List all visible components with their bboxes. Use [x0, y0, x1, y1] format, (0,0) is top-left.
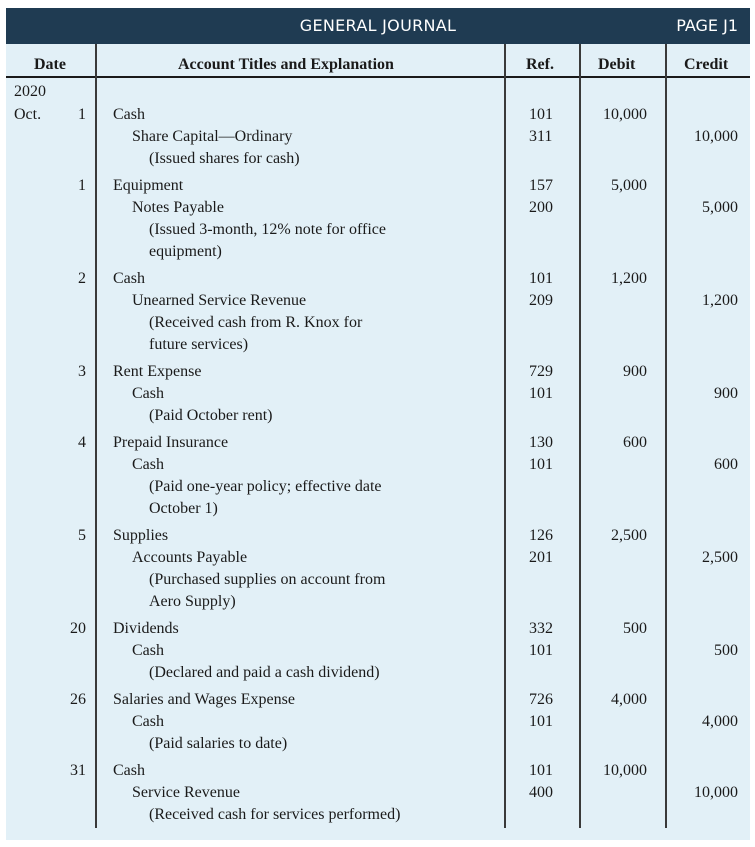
entry-explanation: (Declared and paid a cash dividend)	[149, 664, 380, 681]
debit-amount: 500	[623, 620, 647, 637]
ref-number: 130	[529, 434, 553, 451]
credit-amount: 1,200	[702, 292, 738, 309]
debit-amount: 5,000	[611, 177, 647, 194]
debit-account: Supplies	[113, 527, 169, 544]
ref-number: 209	[529, 292, 553, 309]
entry-explanation: (Issued 3-month, 12% note for office	[149, 221, 386, 238]
ref-number: 101	[529, 642, 553, 659]
journal-month: Oct.	[14, 106, 42, 123]
ref-number: 332	[529, 620, 553, 637]
debit-account: Salaries and Wages Expense	[113, 691, 295, 708]
entry-explanation: (Issued shares for cash)	[149, 150, 300, 167]
credit-account: Service Revenue	[132, 784, 240, 801]
entry-explanation: (Received cash from R. Knox for	[149, 314, 363, 331]
column-header-debit: Debit	[598, 56, 636, 73]
entry-explanation: (Paid salaries to date)	[149, 735, 288, 752]
entry-explanation: (Purchased supplies on account from	[149, 571, 386, 588]
page-number: PAGE J1	[676, 16, 738, 35]
ref-number: 726	[529, 691, 553, 708]
debit-amount: 600	[623, 434, 647, 451]
debit-account: Equipment	[113, 177, 184, 194]
credit-account: Cash	[132, 456, 164, 473]
credit-amount: 900	[714, 385, 738, 402]
column-header-ref: Ref.	[526, 56, 554, 73]
credit-account: Notes Payable	[132, 199, 224, 216]
general-journal	[6, 8, 750, 840]
debit-account: Prepaid Insurance	[113, 434, 229, 451]
credit-amount: 10,000	[694, 784, 738, 801]
credit-amount: 500	[714, 642, 738, 659]
ref-number: 126	[529, 527, 553, 544]
ref-number: 200	[529, 199, 553, 216]
ref-number: 311	[529, 128, 553, 145]
journal-year: 2020	[14, 83, 46, 100]
column-header-credit: Credit	[684, 56, 729, 73]
debit-account: Dividends	[113, 620, 179, 637]
ref-number: 400	[529, 784, 553, 801]
entry-explanation: (Paid October rent)	[149, 407, 273, 424]
ref-number: 101	[529, 385, 553, 402]
entry-explanation: (Received cash for services performed)	[149, 806, 401, 823]
debit-amount: 900	[623, 363, 647, 380]
ref-number: 101	[529, 456, 553, 473]
debit-account: Cash	[113, 762, 145, 779]
credit-amount: 5,000	[702, 199, 738, 216]
entry-explanation: (Paid one-year policy; effective date	[149, 478, 382, 495]
entry-explanation: Aero Supply)	[149, 593, 236, 610]
credit-amount: 10,000	[694, 128, 738, 145]
credit-account: Cash	[132, 642, 164, 659]
entry-day: 26	[70, 691, 86, 708]
debit-amount: 10,000	[603, 106, 647, 123]
credit-account: Cash	[132, 385, 164, 402]
column-divider	[579, 44, 581, 828]
ref-number: 157	[529, 177, 553, 194]
credit-account: Unearned Service Revenue	[132, 292, 307, 309]
ref-number: 201	[529, 549, 553, 566]
credit-account: Share Capital—Ordinary	[132, 128, 293, 145]
entry-explanation: equipment)	[149, 243, 222, 260]
entry-day: 20	[70, 620, 86, 637]
debit-amount: 2,500	[611, 527, 647, 544]
column-header-account: Account Titles and Explanation	[178, 56, 394, 73]
column-divider	[665, 44, 667, 828]
debit-amount: 1,200	[611, 270, 647, 287]
journal-title: GENERAL JOURNAL	[299, 16, 457, 35]
header-divider	[6, 76, 750, 78]
ref-number: 101	[529, 713, 553, 730]
credit-amount: 2,500	[702, 549, 738, 566]
debit-amount: 10,000	[603, 762, 647, 779]
credit-account: Cash	[132, 713, 164, 730]
debit-account: Cash	[113, 106, 145, 123]
entry-day: 2	[78, 270, 86, 287]
column-divider	[95, 44, 97, 828]
debit-account: Cash	[113, 270, 145, 287]
credit-amount: 4,000	[702, 713, 738, 730]
entry-explanation: October 1)	[149, 500, 218, 517]
entry-day: 5	[78, 527, 86, 544]
column-header-date: Date	[34, 56, 66, 73]
ref-number: 101	[529, 270, 553, 287]
entry-day: 3	[78, 363, 86, 380]
entry-day: 1	[78, 106, 86, 123]
credit-account: Accounts Payable	[132, 549, 248, 566]
ref-number: 729	[529, 363, 553, 380]
column-divider	[504, 44, 506, 828]
journal-title-bar	[6, 8, 750, 44]
ref-number: 101	[529, 762, 553, 779]
entry-day: 1	[78, 177, 86, 194]
entry-day: 31	[70, 762, 86, 779]
credit-amount: 600	[714, 456, 738, 473]
debit-account: Rent Expense	[113, 363, 202, 380]
entry-explanation: future services)	[149, 336, 249, 353]
entry-day: 4	[78, 434, 86, 451]
ref-number: 101	[529, 106, 553, 123]
debit-amount: 4,000	[611, 691, 647, 708]
